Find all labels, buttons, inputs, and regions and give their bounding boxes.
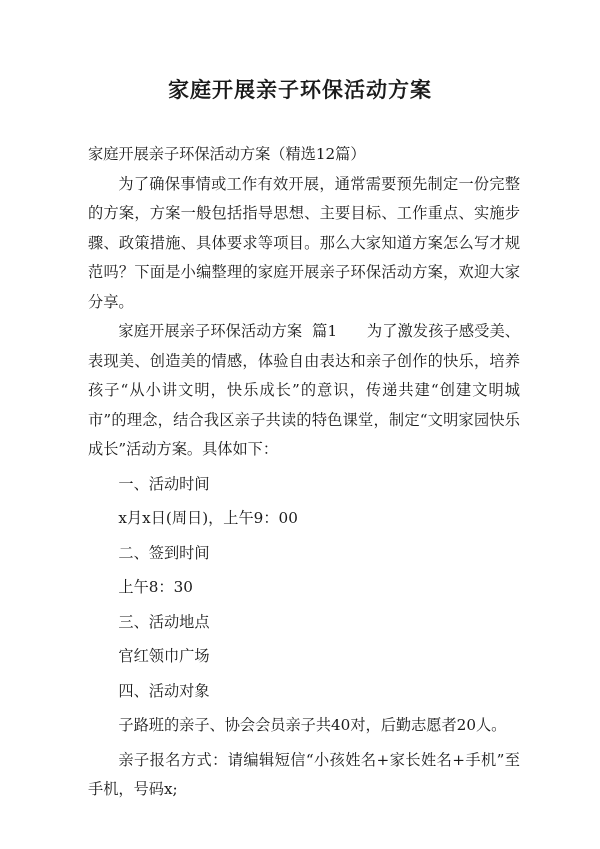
intro-paragraph: 为了确保事情或工作有效开展，通常需要预先制定一份完整的方案，方案一般包括指导思想、主要目标、工作重点、实施步骤、政策措施、具体要求等项目。那么大家知道方案怎么写才规范吗？下面是小编整理的家庭开展亲子环保活动方案，欢迎大家分享。	[88, 174, 520, 311]
section-1-paragraph: 家庭开展亲子环保活动方案 篇1 为了激发孩子感受美、表现美、创造美的情感，体验自由表达和亲子创作的快乐，培养孩子“从小讲文明，快乐成长”的意识，传递共建“创建文明城市”的理念，结合我区亲子共读的特色课堂，制定“文明家园快乐成长”活动方案。具体如下：	[88, 322, 520, 458]
document-subtitle: 家庭开展亲子环保活动方案（精选12篇）	[88, 145, 366, 163]
heading-signin-time: 二、签到时间	[118, 543, 210, 562]
document-body	[88, 140, 520, 805]
activity-place: 官红领巾广场	[118, 647, 210, 665]
activity-time: x月x日(周日)，上午9：00	[118, 509, 298, 527]
signin-time: 上午8：30	[118, 578, 193, 596]
activity-target: 子路班的亲子、协会会员亲子共40对，后勤志愿者20人。	[118, 716, 507, 734]
heading-activity-target: 四、活动对象	[118, 681, 210, 700]
document-title: 家庭开展亲子环保活动方案	[168, 78, 432, 102]
heading-activity-place: 三、活动地点	[118, 612, 210, 631]
heading-activity-time: 一、活动时间	[118, 474, 210, 493]
signup-method: 亲子报名方式：请编辑短信“小孩姓名+家长姓名+手机”至手机，号码x;	[88, 750, 520, 798]
